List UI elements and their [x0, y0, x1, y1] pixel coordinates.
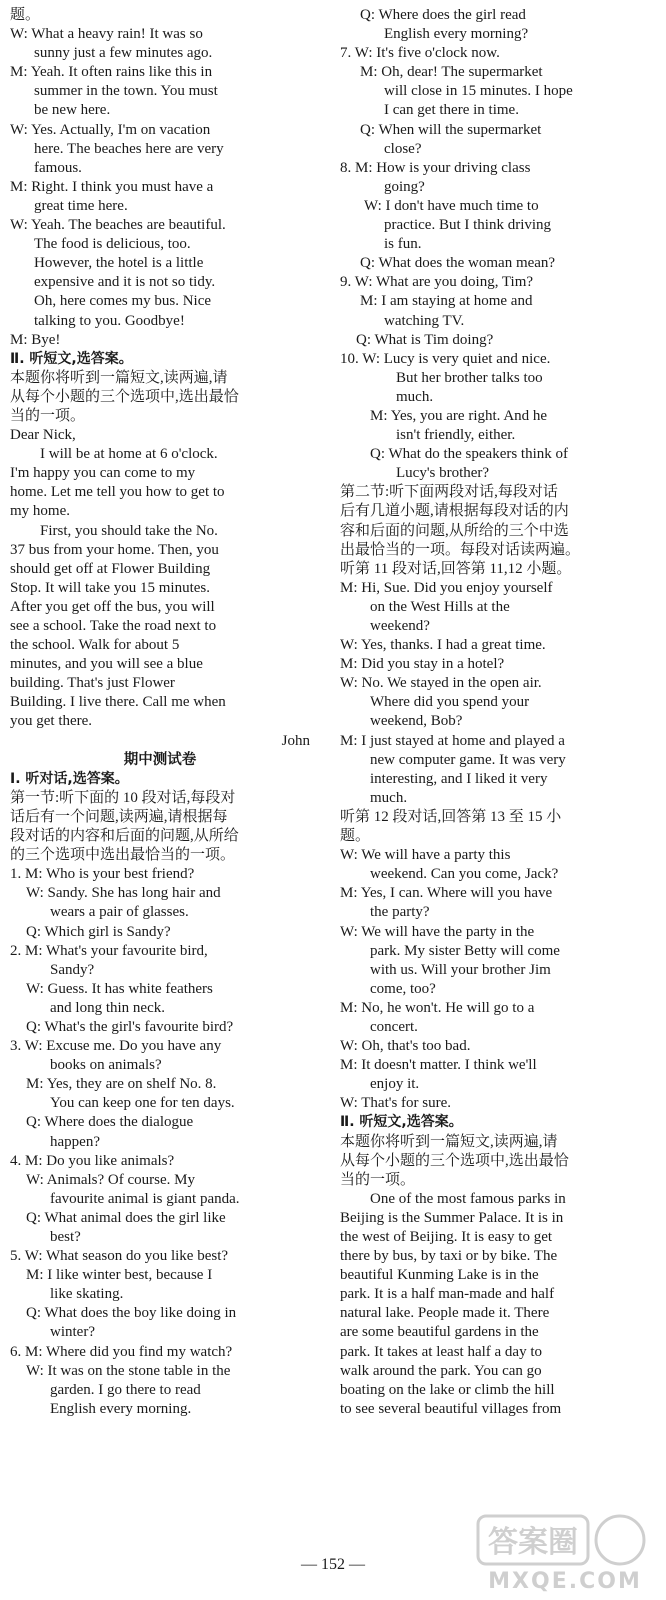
- watermark-logo-text: 答案圈: [488, 1525, 578, 1560]
- text-line: enjoy it.: [370, 1076, 420, 1093]
- text-line: 3. W: Excuse me. Do you have any: [10, 1038, 222, 1055]
- text-line: 本题你将听到一篇短文,读两遍,请: [340, 1133, 558, 1150]
- left-text-column: [10, 6, 310, 1419]
- text-line: 从每个小题的三个选项中,选出最恰: [340, 1152, 569, 1169]
- text-line: M: Hi, Sue. Did you enjoy yourself: [340, 579, 553, 596]
- text-line: boating on the lake or climb the hill: [340, 1381, 555, 1398]
- text-line: Q: What does the woman mean?: [360, 255, 556, 272]
- text-line: M: Did you stay in a hotel?: [340, 656, 505, 673]
- text-line: much.: [370, 789, 408, 806]
- text-line: M: Yes, you are right. And he: [370, 407, 548, 424]
- text-line: close?: [384, 140, 422, 157]
- text-line: 的三个选项中选出最恰当的一项。: [10, 847, 236, 864]
- text-line: Stop. It will take you 15 minutes.: [10, 579, 210, 596]
- text-line: I can get there in time.: [384, 102, 519, 119]
- text-line: weekend, Bob?: [370, 713, 463, 730]
- text-line: and long thin neck.: [50, 999, 165, 1016]
- text-line: W: We will have the party in the: [340, 923, 535, 940]
- text-line: W: Guess. It has white feathers: [26, 980, 213, 997]
- text-line: 从每个小题的三个选项中,选出最恰: [10, 388, 239, 405]
- text-line: see a school. Take the road next to: [10, 618, 217, 634]
- right-text-column: [340, 6, 648, 1419]
- text-line: going?: [384, 178, 425, 195]
- text-line: talking to you. Goodbye!: [34, 312, 185, 329]
- text-line: weekend?: [370, 618, 430, 634]
- text-line: 4. M: Do you like animals?: [10, 1152, 175, 1169]
- text-line: great time here.: [34, 197, 128, 214]
- text-line: 5. W: What season do you like best?: [10, 1248, 229, 1265]
- text-line: with us. Will your brother Jim: [370, 961, 551, 978]
- text-line: M: I am staying at home and: [360, 293, 533, 310]
- text-line: Q: What animal does the girl like: [26, 1209, 226, 1226]
- text-line: Building. I live there. Call me when: [10, 694, 226, 711]
- text-line: M: It doesn't matter. I think we'll: [340, 1057, 537, 1074]
- text-line: is fun.: [384, 236, 422, 253]
- page-number: — 152 —: [301, 1556, 365, 1573]
- text-line: 2. M: What's your favourite bird,: [10, 942, 208, 959]
- text-line: Q: Where does the girl read: [360, 7, 526, 23]
- text-line: 容和后面的问题,从所给的三个中选: [340, 522, 569, 539]
- text-line: favourite animal is giant panda.: [50, 1190, 240, 1207]
- text-line: my home.: [10, 503, 70, 520]
- text-line: watching TV.: [384, 312, 465, 329]
- section-title: 期中测试卷: [123, 751, 197, 768]
- text-line: garden. I go there to read: [50, 1381, 201, 1398]
- text-line: 听第 11 段对话,回答第 11,12 小题。: [340, 560, 572, 577]
- text-line: English every morning?: [384, 26, 529, 43]
- text-line: beautiful Kunming Lake is in the: [340, 1267, 539, 1284]
- text-line: I will be at home at 6 o'clock.: [40, 446, 218, 463]
- text-line: expensive and it is not so tidy.: [34, 274, 216, 291]
- text-line: M: No, he won't. He will go to a: [340, 999, 535, 1016]
- text-line: to see several beautiful villages from: [340, 1400, 562, 1417]
- text-line: First, you should take the No.: [40, 522, 218, 539]
- text-line: 6. M: Where did you find my watch?: [10, 1343, 233, 1360]
- text-line: new computer game. It was very: [370, 751, 566, 768]
- text-line: 后有几道小题,请根据每段对话的内: [340, 503, 569, 520]
- text-line: Q: What is Tim doing?: [356, 331, 494, 348]
- text-line: M: Yes, they are on shelf No. 8.: [26, 1076, 217, 1093]
- text-line: natural lake. People made it. There: [340, 1305, 550, 1322]
- text-line: park. It is a half man-made and half: [340, 1286, 555, 1303]
- text-line: Q: What does the boy like doing in: [26, 1305, 237, 1322]
- text-line: 题。: [10, 7, 41, 23]
- text-line: W: It was on the stone table in the: [26, 1362, 231, 1379]
- text-line: should get off at Flower Building: [10, 560, 211, 577]
- text-line: One of the most famous parks in: [370, 1190, 566, 1207]
- text-line: summer in the town. You must: [34, 83, 218, 100]
- text-line: Q: Which girl is Sandy?: [26, 923, 171, 940]
- text-line: W: No. We stayed in the open air.: [340, 675, 542, 692]
- text-line: happen?: [50, 1133, 100, 1150]
- text-line: 出最恰当的一项。每段对话读两遍。: [340, 541, 581, 558]
- text-line: the party?: [370, 904, 430, 921]
- text-line: Where did you spend your: [370, 694, 530, 711]
- text-line: there by bus, by taxi or by bike. The: [340, 1248, 558, 1265]
- text-line: However, the hotel is a little: [34, 255, 204, 272]
- text-line: M: Oh, dear! The supermarket: [360, 64, 543, 81]
- text-line: 话后有一个问题,读两遍,请根据每: [10, 808, 228, 825]
- text-line: Beijing is the Summer Palace. It is in: [340, 1209, 564, 1226]
- text-line: concert.: [370, 1018, 418, 1035]
- text-line: W: We will have a party this: [340, 847, 511, 864]
- text-line: W: Yes. Actually, I'm on vacation: [10, 121, 211, 138]
- text-line: M: Yeah. It often rains like this in: [10, 64, 213, 81]
- text-line: you get there.: [10, 713, 93, 730]
- text-line: Dear Nick,: [10, 427, 76, 444]
- text-line: Q: When will the supermarket: [360, 121, 542, 138]
- text-line: M: Bye!: [10, 331, 61, 348]
- text-line: 9. W: What are you doing, Tim?: [340, 274, 534, 291]
- text-line: W: Sandy. She has long hair and: [26, 885, 221, 902]
- text-line: 37 bus from your home. Then, you: [10, 541, 219, 558]
- text-line: practice. But I think driving: [384, 217, 552, 234]
- text-line: minutes, and you will see a blue: [10, 656, 203, 673]
- section-heading: Ⅱ. 听短文,选答案。: [340, 1114, 463, 1131]
- text-line: W: That's for sure.: [340, 1095, 452, 1112]
- text-line: walk around the park. You can go: [340, 1362, 542, 1379]
- text-line: I'm happy you can come to my: [10, 465, 196, 482]
- text-line: like skating.: [50, 1286, 124, 1303]
- text-line: weekend. Can you come, Jack?: [370, 866, 559, 883]
- text-line: interesting, and I liked it very: [370, 770, 548, 787]
- text-line: 第一节:听下面的 10 段对话,每段对: [10, 789, 236, 806]
- text-line: John: [281, 732, 310, 749]
- text-line: W: Yeah. The beaches are beautiful.: [10, 217, 226, 234]
- text-line: 8. M: How is your driving class: [340, 159, 531, 176]
- text-line: 本题你将听到一篇短文,读两遍,请: [10, 369, 228, 386]
- text-line: wears a pair of glasses.: [50, 904, 189, 921]
- text-line: Q: Where does the dialogue: [26, 1114, 194, 1131]
- text-line: W: I don't have much time to: [364, 197, 539, 214]
- text-line: will close in 15 minutes. I hope: [384, 83, 573, 100]
- text-line: 题。: [340, 828, 371, 845]
- text-line: park. My sister Betty will come: [370, 942, 560, 959]
- text-line: The food is delicious, too.: [34, 236, 191, 253]
- text-line: here. The beaches here are very: [34, 140, 224, 157]
- text-line: the school. Walk for about 5: [10, 637, 180, 654]
- text-line: are some beautiful gardens in the: [340, 1324, 539, 1341]
- text-line: on the West Hills at the: [370, 598, 510, 615]
- text-line: M: I just stayed at home and played a: [340, 732, 565, 749]
- text-line: building. That's just Flower: [10, 675, 175, 692]
- text-line: W: Oh, that's too bad.: [340, 1038, 471, 1055]
- text-line: best?: [50, 1229, 81, 1245]
- text-line: 10. W: Lucy is very quiet and nice.: [340, 350, 551, 367]
- text-line: After you get off the bus, you will: [10, 598, 215, 615]
- text-line: You can keep one for ten days.: [50, 1095, 235, 1112]
- text-line: 听第 12 段对话,回答第 13 至 15 小: [340, 808, 562, 825]
- text-line: famous.: [34, 159, 82, 176]
- text-line: W: What a heavy rain! It was so: [10, 26, 203, 43]
- section-heading: Ⅰ. 听对话,选答案。: [10, 770, 129, 787]
- text-line: come, too?: [370, 980, 436, 997]
- text-line: English every morning.: [50, 1400, 192, 1417]
- text-line: 1. M: Who is your best friend?: [10, 866, 195, 883]
- text-line: Oh, here comes my bus. Nice: [34, 293, 212, 310]
- text-line: 7. W: It's five o'clock now.: [340, 45, 500, 62]
- text-line: But her brother talks too: [396, 369, 543, 386]
- text-line: winter?: [50, 1324, 95, 1341]
- text-line: Q: What do the speakers think of: [370, 446, 569, 463]
- text-line: home. Let me tell you how to get to: [10, 484, 225, 501]
- text-line: isn't friendly, either.: [396, 427, 516, 444]
- text-line: books on animals?: [50, 1057, 162, 1074]
- text-line: Lucy's brother?: [396, 465, 490, 482]
- section-heading: Ⅱ. 听短文,选答案。: [10, 350, 133, 367]
- text-line: 段对话的内容和后面的问题,从所给: [10, 828, 239, 845]
- watermark-url: MXQE.COM: [488, 1569, 642, 1594]
- watermark-logo: [470, 1502, 660, 1596]
- text-line: M: Yes, I can. Where will you have: [340, 885, 553, 902]
- text-line: sunny just a few minutes ago.: [34, 45, 213, 62]
- text-line: 第二节:听下面两段对话,每段对话: [340, 484, 558, 501]
- text-line: park. It takes at least half a day to: [340, 1343, 543, 1360]
- text-line: 当的一项。: [10, 407, 86, 424]
- text-line: much.: [396, 388, 434, 405]
- text-line: the west of Beijing. It is easy to get: [340, 1229, 553, 1245]
- text-line: Q: What's the girl's favourite bird?: [26, 1018, 234, 1035]
- text-line: W: Yes, thanks. I had a great time.: [340, 637, 546, 654]
- text-line: W: Animals? Of course. My: [26, 1171, 195, 1188]
- text-line: be new here.: [34, 102, 111, 119]
- text-line: M: I like winter best, because I: [26, 1267, 213, 1284]
- text-line: Sandy?: [50, 961, 95, 978]
- text-line: 当的一项。: [340, 1171, 416, 1188]
- text-line: M: Right. I think you must have a: [10, 178, 214, 195]
